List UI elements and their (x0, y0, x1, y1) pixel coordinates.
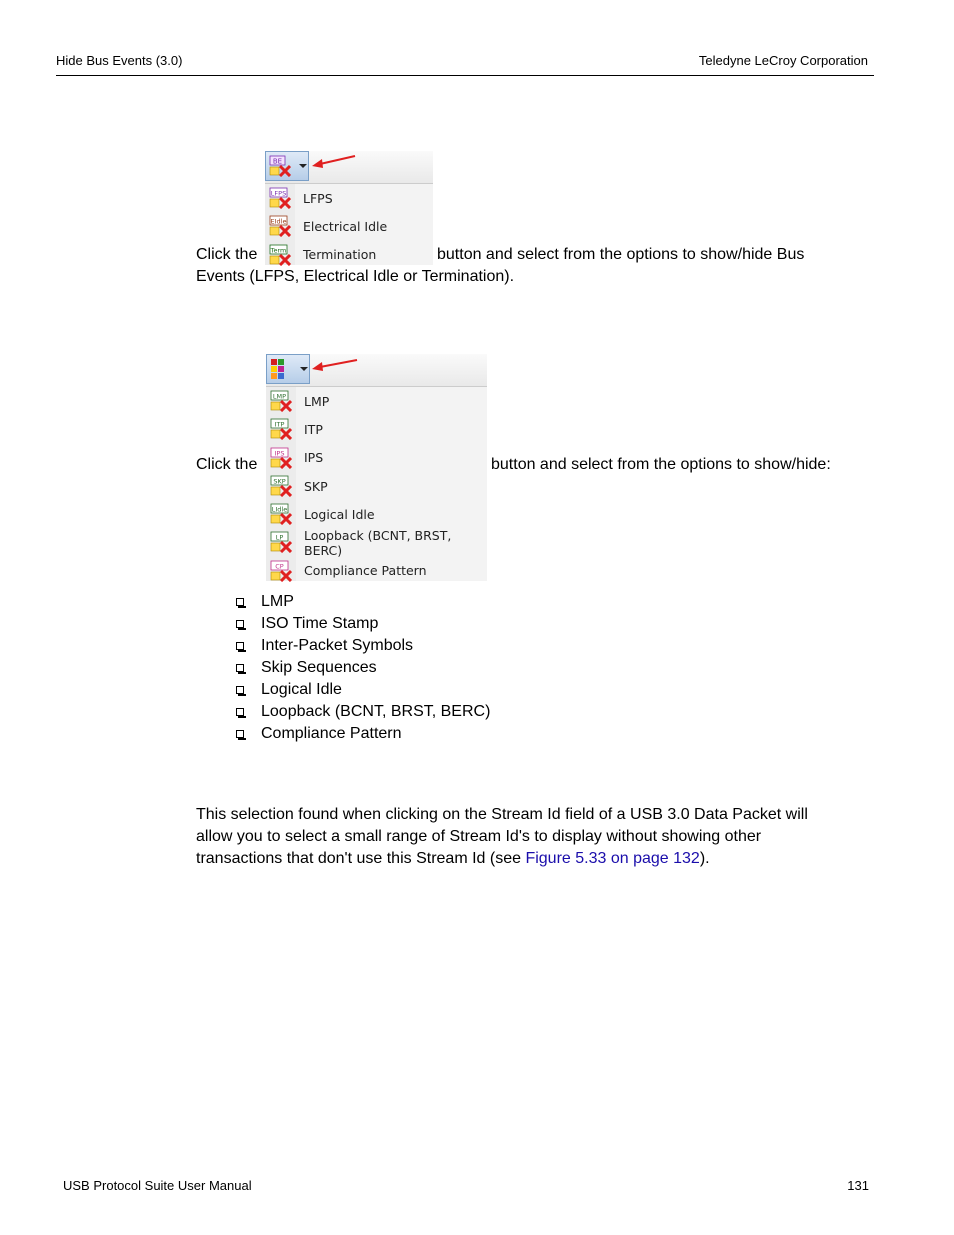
svg-text:CP: CP (275, 562, 284, 571)
packet-hide-icon (269, 187, 291, 209)
chevron-down-icon (300, 367, 308, 371)
list-item-text: Inter-Packet Symbols (261, 637, 414, 654)
show-hide-options-list (236, 591, 490, 745)
menu-item-skp[interactable] (266, 472, 487, 500)
menu-item-label: LFPS (303, 190, 333, 206)
packet-hide-icon (270, 531, 292, 553)
menu-item-label: LMP (304, 393, 330, 409)
checkbox-bullet-icon (236, 642, 244, 650)
chevron-down-icon (299, 164, 307, 168)
menu-item-ips[interactable] (266, 444, 487, 472)
svg-text:LIdle: LIdle (271, 505, 288, 514)
svg-text:SKP: SKP (273, 477, 286, 486)
list-item (236, 701, 490, 723)
header-rule (56, 75, 874, 76)
menu-item-itp[interactable] (266, 415, 487, 443)
menu-item-lfps[interactable] (265, 184, 433, 212)
list-item-text: Compliance Pattern (261, 725, 402, 742)
stream-line-3-suffix: ). (699, 850, 710, 867)
list-item-text: ISO Time Stamp (261, 615, 379, 632)
packet-hide-icon (269, 215, 291, 237)
packet-types-menu (266, 354, 487, 581)
svg-text:EIdle: EIdle (270, 217, 287, 226)
list-item (236, 591, 490, 613)
list-item (236, 679, 490, 701)
list-item-text: Loopback (BCNT, BRST, BERC) (261, 703, 491, 720)
list-item-text: Skip Sequences (261, 659, 377, 676)
checkbox-bullet-icon (236, 730, 244, 738)
menu-item-label: Termination (303, 247, 377, 263)
packet-hide-icon (269, 244, 291, 266)
section1-click-the: Click the (196, 246, 258, 263)
svg-text:LMP: LMP (272, 392, 287, 401)
checkbox-bullet-icon (236, 708, 244, 716)
section2-instruction: button and select from the options to show/hide: (491, 456, 831, 473)
list-item-text: LMP (261, 593, 294, 610)
menu-item-electrical-idle[interactable] (265, 212, 433, 240)
page-number: 131 (847, 1178, 869, 1193)
list-item (236, 635, 490, 657)
checkbox-bullet-icon (236, 686, 244, 694)
packet-hide-icon (270, 503, 292, 525)
svg-text:LP: LP (275, 533, 284, 542)
section2-click-the: Click the (196, 456, 258, 473)
packet-hide-icon (270, 475, 292, 497)
menu-item-logical-idle[interactable] (266, 500, 487, 528)
menu-item-label: Compliance Pattern (304, 563, 427, 579)
stream-line-2: allow you to select a small range of Stream Id's to display without showing other (196, 828, 762, 845)
packet-hide-icon (270, 418, 292, 440)
red-arrow-icon (310, 152, 358, 172)
stream-line-1: This selection found when clicking on the Stream Id field of a USB 3.0 Data Packet will (196, 806, 808, 823)
bus-events-icon (269, 155, 291, 177)
menu-item-label: Loopback (BCNT, BRST, BERC) (304, 527, 452, 558)
svg-text:LFPS: LFPS (270, 189, 287, 198)
stream-line-3-prefix: transactions that don't use this Stream Id (see (196, 850, 526, 867)
packet-types-icon (270, 358, 292, 380)
list-item (236, 723, 490, 745)
menu-item-label: Electrical Idle (303, 218, 388, 234)
figure-link[interactable]: Figure 5.33 on page 132 (525, 850, 700, 867)
checkbox-bullet-icon (236, 620, 244, 628)
menu-item-label: Logical Idle (304, 506, 375, 522)
list-item-text: Logical Idle (261, 681, 342, 698)
packet-hide-icon (270, 390, 292, 412)
menu-item-termination[interactable] (265, 241, 433, 269)
stream-line-3 (196, 848, 886, 870)
red-arrow-icon (310, 355, 360, 375)
svg-text:IPS: IPS (274, 448, 285, 457)
hide-packets-button[interactable] (266, 354, 310, 384)
stream-id-paragraph (196, 804, 886, 870)
menu-item-compliance-pattern[interactable] (266, 557, 487, 585)
checkbox-bullet-icon (236, 664, 244, 672)
section1-instruction: button and select from the options to show/hide Bus (437, 246, 805, 263)
running-header-title: Hide Bus Events (3.0) (56, 53, 183, 68)
checkbox-bullet-icon (236, 598, 244, 606)
running-header-company: Teledyne LeCroy Corporation (698, 53, 868, 68)
svg-text:ITP: ITP (274, 420, 285, 429)
section1-instruction-line2: Events (LFPS, Electrical Idle or Termination). (196, 268, 515, 285)
footer-manual-title: USB Protocol Suite User Manual (63, 1178, 252, 1193)
menu-item-loopback-bcnt-brst-berc[interactable] (266, 528, 487, 556)
menu-item-lmp[interactable] (266, 387, 487, 415)
menu-item-label: SKP (304, 478, 328, 494)
packet-hide-icon (270, 560, 292, 582)
menu-item-label: ITP (304, 421, 323, 437)
packet-hide-icon (270, 447, 292, 469)
list-item (236, 613, 490, 635)
menu-item-label: IPS (304, 450, 324, 466)
svg-text:BE: BE (272, 157, 283, 166)
hide-bus-events-button[interactable] (265, 151, 309, 181)
menu-toolbar (266, 354, 487, 387)
list-item (236, 657, 490, 679)
svg-text:Term: Term (270, 245, 287, 254)
